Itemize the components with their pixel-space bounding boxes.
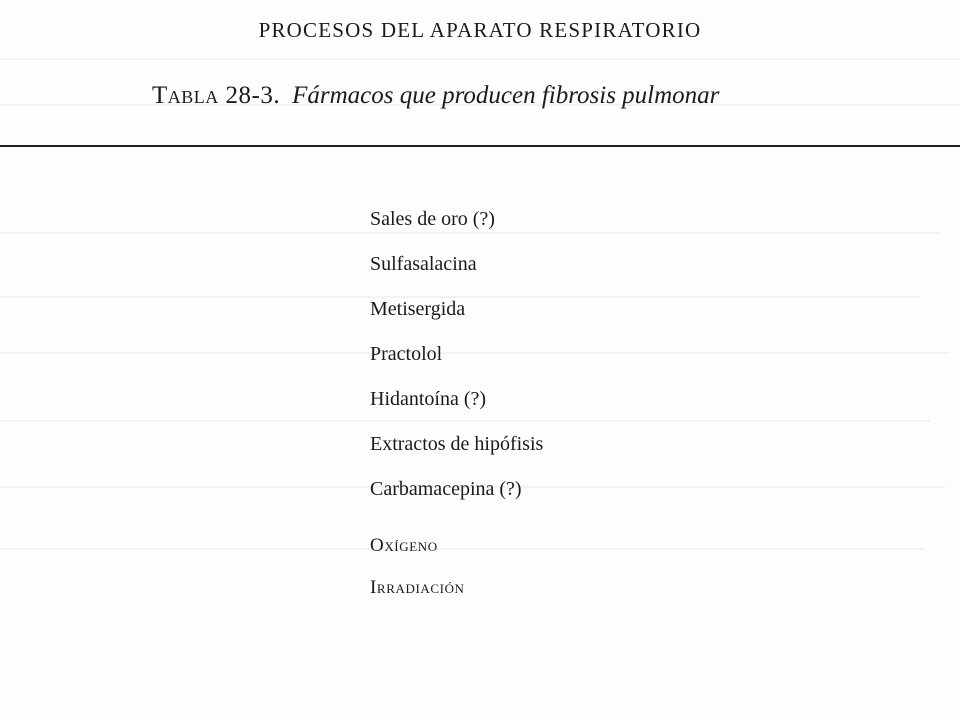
bleed-through-line — [0, 58, 960, 60]
table-label: Tabla 28-3. — [152, 82, 281, 109]
table-caption — [152, 82, 719, 110]
running-head: PROCESOS DEL APARATO RESPIRATORIO — [258, 18, 702, 42]
list-item: Metisergida — [370, 298, 466, 320]
list-item: Irradiación — [370, 577, 465, 598]
list-item: Oxígeno — [370, 535, 438, 556]
list-item: Extractos de hipófisis — [370, 433, 544, 455]
table-title: Fármacos que producen fibrosis pulmonar — [292, 82, 720, 109]
list-item: Practolol — [370, 343, 443, 365]
list-item: Carbamacepina (?) — [370, 478, 522, 500]
list-item: Hidantoína (?) — [370, 388, 487, 410]
drug-list — [370, 208, 543, 619]
table-top-rule — [0, 145, 960, 147]
list-item: Sulfasalacina — [370, 253, 477, 275]
list-item: Sales de oro (?) — [370, 208, 495, 230]
